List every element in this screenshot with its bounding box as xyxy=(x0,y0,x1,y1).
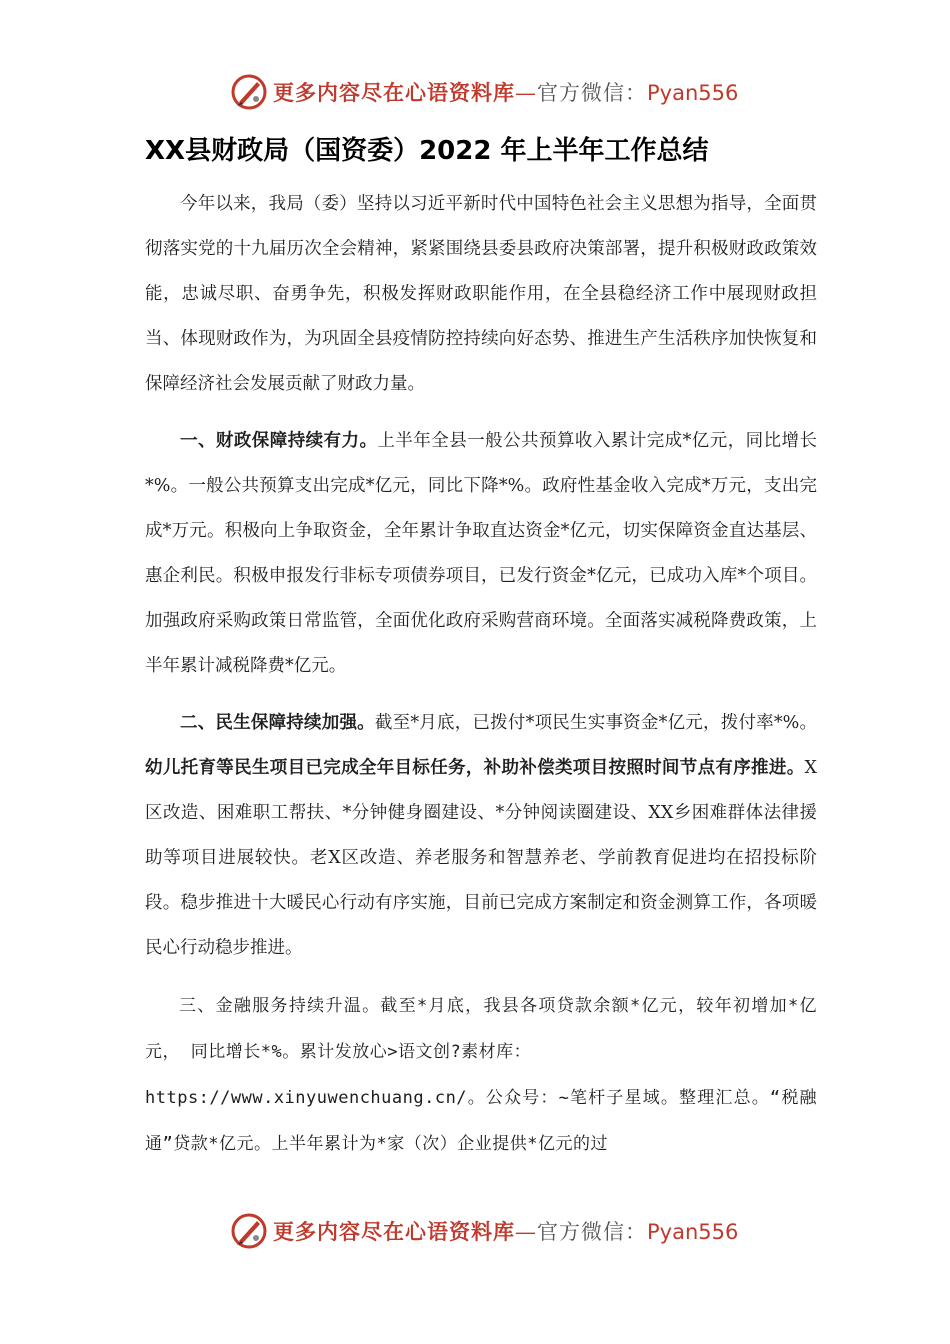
banner-slogan: 更多内容尽在心语资料库 xyxy=(273,1219,515,1244)
intro-paragraph: 今年以来，我局（委）坚持以习近平新时代中国特色社会主义思想为指导，全面贯彻落实党的十九届历次全会精神，紧紧围绕县委县政府决策部署，提升积极财政政策效能，忠诚尽职、奋勇争先，积极发挥财政职能作用，在全县稳经济工作中展现财政担当、体现财政作为，为巩固全县疫情防控持续向好态势、推进生产生活秩序加快恢复和保障经济社会发展贡献了财政力量。 xyxy=(145,194,817,394)
banner-dash: — xyxy=(515,1220,537,1244)
document-body xyxy=(145,182,817,1167)
section-1-paragraph xyxy=(145,419,817,689)
section-1-heading: 一、财政保障持续有力。 xyxy=(180,431,378,451)
banner-wechat-id: Pyan556 xyxy=(647,81,739,105)
banner-wechat-label: 官方微信： xyxy=(537,1220,647,1244)
section-2-heading: 二、民生保障持续加强。 xyxy=(180,713,375,733)
banner-slogan: 更多内容尽在心语资料库 xyxy=(273,80,515,105)
section-3-url-text: https://www.xinyuwenchuang.cn/。公众号：~笔杆子星域。整理汇总。“税融通”贷款*亿元。上半年累计为*家（次）企业提供*亿元的过 xyxy=(145,1088,817,1154)
document-title: XX县财政局（国资委）2022 年上半年工作总结 xyxy=(145,136,709,166)
logo-icon xyxy=(229,72,269,112)
banner-wechat-id: Pyan556 xyxy=(647,1220,739,1244)
logo-icon xyxy=(229,1211,269,1251)
section-2-text-b: 幼儿托育等民生项目已完成全年目标任务，补助补偿类项目按照时间节点有序推进。 xyxy=(145,758,805,778)
banner-dash: — xyxy=(515,81,537,105)
section-3-text: 三、金融服务持续升温。截至*月底，我县各项贷款余额*亿元，较年初增加*亿元， 同比增长*%。累计发放心>语文创?素材库： xyxy=(145,996,817,1062)
header-banner xyxy=(229,70,738,114)
section-1-text: 上半年全县一般公共预算收入累计完成*亿元，同比增长*%。一般公共预算支出完成*亿元，同比下降*%。政府性基金收入完成*万元，支出完成*万元。积极向上争取资金，全年累计争取直达资金*亿元，切实保障资金直达基层、惠企利民。积极申报发行非标专项债券项目，已发行资金*亿元，已成功入库*个项目。加强政府采购政策日常监管，全面优化政府采购营商环境。全面落实减税降费政策，上半年累计减税降费*亿元。 xyxy=(145,431,818,676)
section-2-paragraph xyxy=(145,701,817,971)
banner-text xyxy=(273,77,738,107)
banner-wechat-label: 官方微信： xyxy=(537,81,647,105)
banner-text xyxy=(273,1216,738,1246)
footer-banner xyxy=(229,1209,738,1253)
section-2-text-c: X区改造、困难职工帮扶、*分钟健身圈建设、*分钟阅读圈建设、XX乡困难群体法律援助等项目进展较快。老X区改造、养老服务和智慧养老、学前教育促进均在招投标阶段。稳步推进十大暖民心行动有序实施，目前已完成方案制定和资金测算工作，各项暖民心行动稳步推进。 xyxy=(145,758,817,958)
section-3-paragraph xyxy=(145,983,817,1167)
section-2-text-a: 截至*月底，已拨付*项民生实事资金*亿元，拨付率*%。 xyxy=(374,713,817,733)
